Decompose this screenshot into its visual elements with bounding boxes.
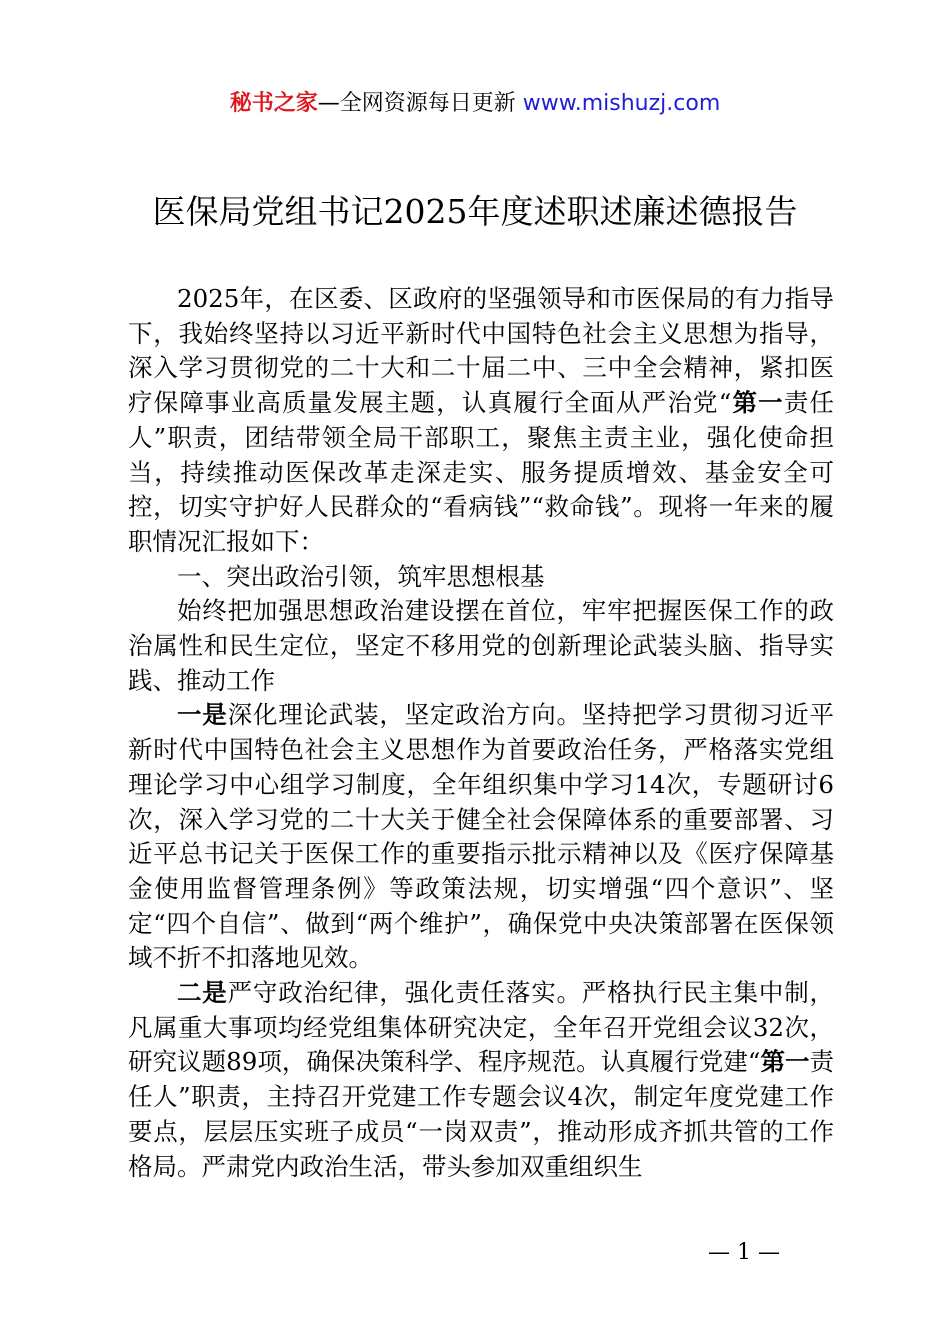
item1-text: 深化理论武装，坚定政治方向。坚持把学习贯彻习近平新时代中国特色社会主义思想作为首要政治任务，严格落实党组理论学习中心组学习制度，全年组织集中学习14次，专题研讨6次，深入学习党的二十大关于健全社会保障体系的重要部署、习近平总书记关于医保工作的重要指示批示精神以及《医疗保障基金使用监督管理条例》等政策法规，切实增强“四个意识”、坚定“四个自信”、做到“两个维护”，确保党中央决策部署在医保领域不折不扣落地见效。: [128, 700, 835, 973]
item1-lead: 一是: [177, 700, 228, 730]
document-body: [128, 282, 834, 1184]
intro-bold-text: 第一: [731, 388, 784, 418]
page-number: — 1 —: [708, 1240, 780, 1265]
intro-text-part1: 2025年，在区委、区政府的坚强领导和市医保局的有力指导下，我始终坚持以习近平新时代中国特色社会主义思想为指导，深入学习贯彻党的二十大和二十届二中、三中全会精神，紧扣医疗保障事业高质量发展主题，认真履行全面从严治党“: [128, 284, 834, 418]
item2-lead: 二是: [177, 978, 228, 1008]
document-title: 医保局党组书记2025年度述职述廉述德报告: [152, 192, 798, 231]
section1-heading: 一、突出政治引领，筑牢思想根基: [177, 561, 545, 591]
item2-paragraph: [128, 976, 834, 1184]
banner-url-link[interactable]: www.mishuzj.com: [522, 91, 721, 116]
site-banner: [0, 88, 950, 120]
banner-brand: 秘书之家: [229, 91, 318, 116]
item1-paragraph: [128, 698, 834, 976]
banner-tagline: —全网资源每日更新: [317, 91, 516, 116]
item2-text-part2: 责任人”职责，主持召开党建工作专题会议4次，制定年度党建工作要点，层层压实班子成员“一岗双责”，推动形成齐抓共管的工作格局。严肃党内政治生活，带头参加双重组织生: [128, 1047, 835, 1181]
intro-text-part2: 责任人”职责，团结带领全局干部职工，聚焦主责主业，强化使命担当，持续推动医保改革走深走实、服务提质增效、基金安全可控，切实守护好人民群众的“看病钱”“救命钱”。现将一年来的履职情况汇报如下：: [128, 388, 835, 556]
intro-paragraph: [128, 282, 834, 560]
item2-text-part1: 严守政治纪律，强化责任落实。严格执行民主集中制，凡属重大事项均经党组集体研究决定，全年召开党组会议32次，研究议题89项，确保决策科学、程序规范。认真履行党建“: [128, 978, 835, 1077]
section1-intro-paragraph: 始终把加强思想政治建设摆在首位，牢牢把握医保工作的政治属性和民生定位，坚定不移用党的创新理论武装头脑、指导实践、推动工作: [128, 596, 834, 695]
item2-bold-text: 第一: [760, 1047, 810, 1077]
